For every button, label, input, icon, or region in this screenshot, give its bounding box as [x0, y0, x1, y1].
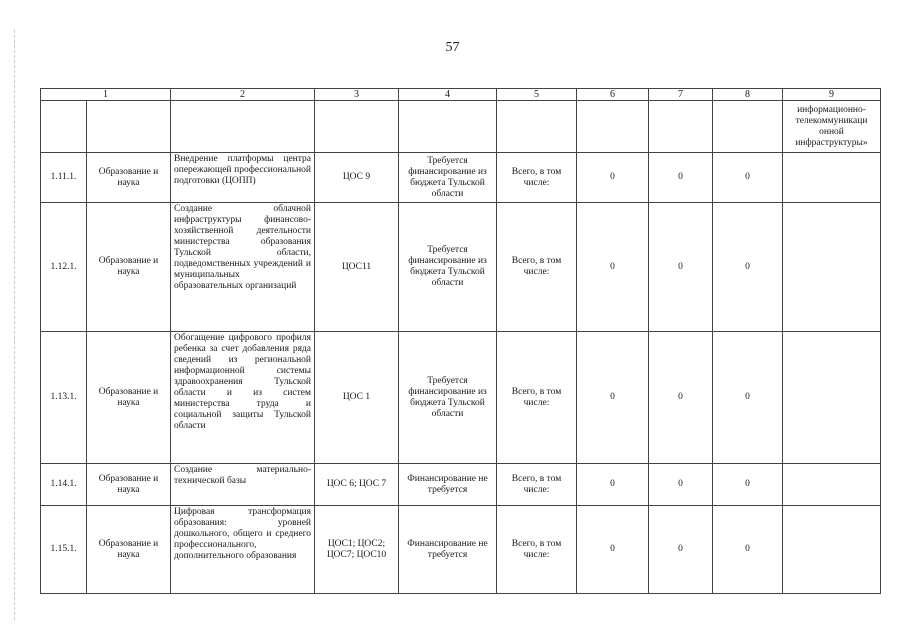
row-description: Создание облачной инфраструктуры финансово-хозяйственной деятельности министерства образования Тульской области, подведомственных учреждений и муниципальных образовательных организаций	[171, 203, 315, 332]
row-col7: 0	[649, 506, 713, 594]
row-number: 1.12.1.	[41, 203, 87, 332]
row-code: ЦОС11	[315, 203, 399, 332]
row-total: Всего, в том числе:	[497, 153, 577, 203]
cell-empty	[41, 101, 87, 153]
row-description: Внедрение платформы центра опережающей профессиональной подготовки (ЦОПП)	[171, 153, 315, 203]
row-number: 1.11.1.	[41, 153, 87, 203]
row-col7: 0	[649, 464, 713, 506]
cell-empty	[399, 101, 497, 153]
document-sheet	[40, 88, 881, 594]
row-col7: 0	[649, 153, 713, 203]
cell-empty	[315, 101, 399, 153]
row-financing: Требуется финансирование из бюджета Тульской области	[399, 203, 497, 332]
row-col8: 0	[713, 332, 783, 464]
row-description: Цифровая трансформация образования: уровней дошкольного, общего и среднего профессионального, дополнительного образования	[171, 506, 315, 594]
row-total: Всего, в том числе:	[497, 506, 577, 594]
header-cell-4: 4	[399, 89, 497, 101]
row-code: ЦОС1; ЦОС2; ЦОС7; ЦОС10	[315, 506, 399, 594]
row-col9	[783, 464, 881, 506]
continuation-col9: информационно-телекоммуникаци онной инфраструктуры»	[783, 101, 881, 153]
row-description: Создание материально-технической базы	[171, 464, 315, 506]
cell-empty	[497, 101, 577, 153]
row-sector: Образование и наука	[87, 506, 171, 594]
column-number-row	[41, 89, 881, 101]
header-cell-1: 1	[41, 89, 171, 101]
header-cell-7: 7	[649, 89, 713, 101]
row-sector: Образование и наука	[87, 464, 171, 506]
row-col8: 0	[713, 464, 783, 506]
row-col7: 0	[649, 332, 713, 464]
cell-empty	[649, 101, 713, 153]
table-row	[41, 332, 881, 464]
row-col9	[783, 332, 881, 464]
row-col8: 0	[713, 153, 783, 203]
row-col9	[783, 153, 881, 203]
row-number: 1.14.1.	[41, 464, 87, 506]
continuation-row	[41, 101, 881, 153]
row-number: 1.13.1.	[41, 332, 87, 464]
header-cell-8: 8	[713, 89, 783, 101]
row-total: Всего, в том числе:	[497, 332, 577, 464]
row-col8: 0	[713, 203, 783, 332]
row-total: Всего, в том числе:	[497, 464, 577, 506]
header-cell-3: 3	[315, 89, 399, 101]
scan-edge-marks	[14, 30, 16, 620]
row-sector: Образование и наука	[87, 153, 171, 203]
row-col6: 0	[577, 153, 649, 203]
header-cell-2: 2	[171, 89, 315, 101]
row-code: ЦОС 6; ЦОС 7	[315, 464, 399, 506]
header-cell-5: 5	[497, 89, 577, 101]
row-col6: 0	[577, 464, 649, 506]
row-col6: 0	[577, 203, 649, 332]
header-cell-9: 9	[783, 89, 881, 101]
row-financing: Финансирование не требуется	[399, 506, 497, 594]
header-cell-6: 6	[577, 89, 649, 101]
row-total: Всего, в том числе:	[497, 203, 577, 332]
row-col8: 0	[713, 506, 783, 594]
row-financing: Требуется финансирование из бюджета Тульской области	[399, 332, 497, 464]
page-number: 57	[445, 40, 460, 55]
cell-empty	[713, 101, 783, 153]
row-number: 1.15.1.	[41, 506, 87, 594]
table-row	[41, 464, 881, 506]
row-financing: Финансирование не требуется	[399, 464, 497, 506]
cell-empty	[171, 101, 315, 153]
row-sector: Образование и наука	[87, 203, 171, 332]
row-col7: 0	[649, 203, 713, 332]
row-description: Обогащение цифрового профиля ребенка за счет добавления ряда сведений из региональной информационной системы здравоохранения Тульской области и из систем министерства труда и социальной защиты Тульской области	[171, 332, 315, 464]
table-row	[41, 153, 881, 203]
row-col6: 0	[577, 332, 649, 464]
cell-empty	[577, 101, 649, 153]
row-col6: 0	[577, 506, 649, 594]
row-code: ЦОС 1	[315, 332, 399, 464]
table-row	[41, 506, 881, 594]
program-activities-table	[40, 88, 881, 594]
row-sector: Образование и наука	[87, 332, 171, 464]
row-code: ЦОС 9	[315, 153, 399, 203]
row-col9	[783, 506, 881, 594]
row-financing: Требуется финансирование из бюджета Тульской области	[399, 153, 497, 203]
row-col9	[783, 203, 881, 332]
cell-empty	[87, 101, 171, 153]
table-row	[41, 203, 881, 332]
